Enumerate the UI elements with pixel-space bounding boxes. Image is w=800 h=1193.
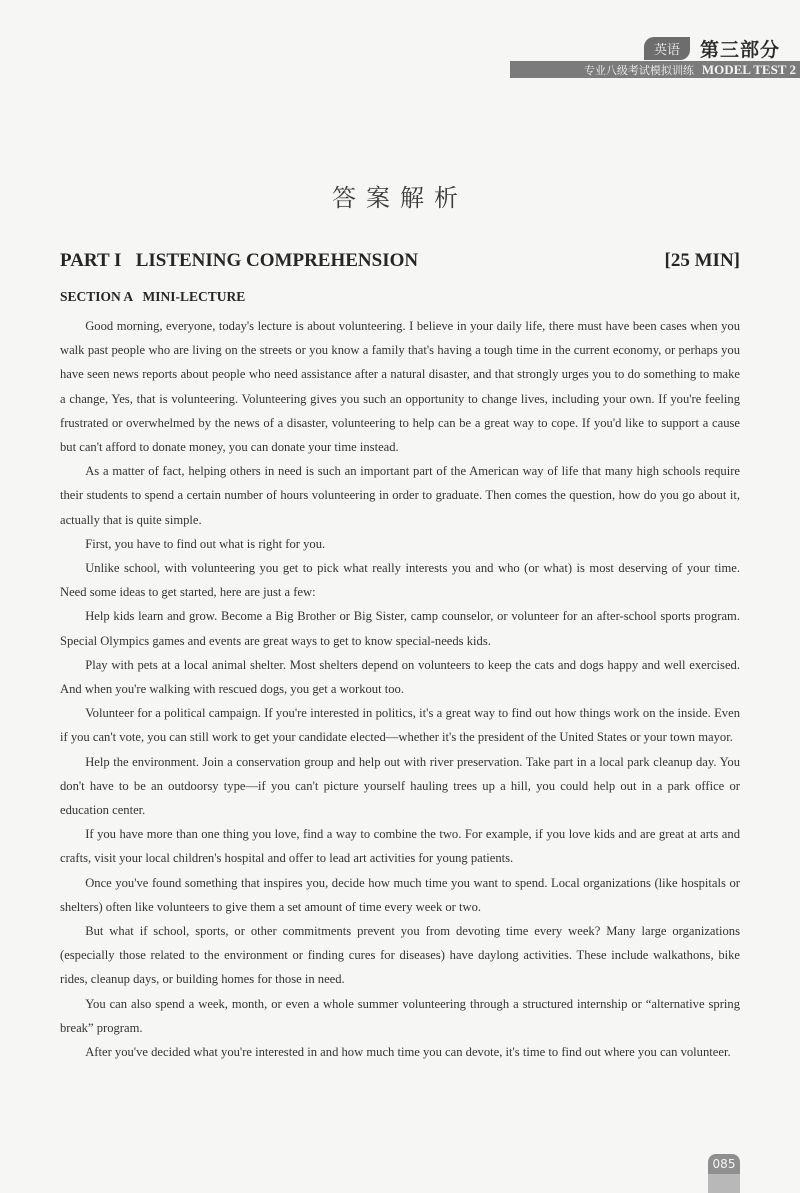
paragraph: Good morning, everyone, today's lecture is about volunteering. I believe in your daily life, there must have been cases when you walk past people who are living on the streets or you know a family that's having a tough time in the current economy, or perhaps you have seen news reports about people who need assistance after a natural disaster, and that strongly urges you to do something to make a change, Yes, that is volunteering. Volunteering gives you such an opportunity to change lives, including your own. If you're feeling frustrated or overwhelmed by the news of a disaster, volunteering to help can be a great way to cope. If you'd like to support a cause but can't afford to donate money, you can donate your time instead. [60,319,740,455]
paragraph: Help the environment. Join a conservation group and help out with river preservation. Take part in a local park cleanup day. You don't have to be an outdoorsy type—if you can't picture yourself hauling trees up a hill, you could help out in a park office or education center. [60,754,740,818]
paragraph: Play with pets at a local animal shelter. Most shelters depend on volunteers to keep the cats and dogs happy and well exercised. And when you're walking with rescued dogs, you get a workout too. [60,657,740,697]
paragraph: Once you've found something that inspires you, decide how much time you want to spend. Local organizations (like hospitals or shelters) often like volunteers to give them a set amount of time every week or two. [60,875,740,914]
paragraph: Unlike school, with volunteering you get to pick what really interests you and who (or what) is most deserving of your time. Need some ideas to get started, here are just a few: [60,561,740,600]
page-number: 085 [708,1154,740,1174]
paragraph: Volunteer for a political campaign. If you're interested in politics, it's a great way to find out how things work on the inside. Even if you can't vote, you can still work to get your candidate elected—whether it's the president of the United States or your town mayor. [60,706,740,745]
header-subtitle-cn: 专业八级考试模拟训练 [583,63,694,77]
part-heading [60,250,740,272]
subject-badge: 英语 [644,37,690,60]
header-subtitle-en: MODEL TEST 2 [701,61,796,77]
paragraph: You can also spend a week, month, or even a whole summer volunteering through a structured internship or “alternative spring break” program. [60,996,740,1035]
paragraph: First, you have to find out what is right for you. [85,536,326,551]
lecture-body [60,314,740,1064]
page-title: 答案解析 [332,184,468,212]
header-bar [510,61,800,78]
running-header [510,36,800,80]
page-tab [708,1174,740,1193]
part-heading-time: [25 MIN] [664,250,740,271]
paragraph: But what if school, sports, or other commitments prevent you from devoting time every week? Many large organizations (especially those related to the environment or finding cures for diseases) have daylong activities. These include walkathons, bike rides, cleanup days, or building homes for those in need. [60,924,740,987]
part-heading-label: PART I LISTENING COMPREHENSION [60,250,419,271]
paragraph: As a matter of fact, helping others in need is such an important part of the American way of life that many high schools require their students to spend a certain number of hours volunteering in order to graduate. Then comes the question, how do you go about it, actually that is quite simple. [60,464,740,527]
header-top [644,36,780,60]
paragraph: After you've decided what you're interested in and how much time you can devote, it's time to find out where you can volunteer. [85,1045,731,1060]
paragraph: If you have more than one thing you love, find a way to combine the two. For example, if you love kids and are great at arts and crafts, visit your local children's hospital and offer to lead art activities for young patients. [60,827,740,866]
paragraph: Help kids learn and grow. Become a Big Brother or Big Sister, camp counselor, or volunteer for an after-school sports program. Special Olympics games and events are great ways to get to know special-needs kids. [60,609,740,648]
section-heading: SECTION A MINI-LECTURE [60,289,246,304]
part-label: 第三部分 [699,38,780,61]
